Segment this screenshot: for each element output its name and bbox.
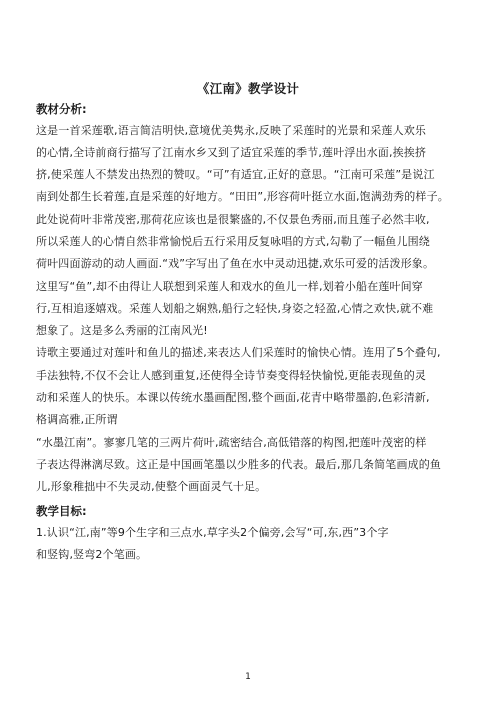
- analysis-line: 想象了。这是多么秀丽的江南风光!: [36, 324, 208, 337]
- analysis-line: 荷叶四面游动的动人画面.“戏”字写出了鱼在水中灵动迅捷,欢乐可爱的活泼形象。: [36, 257, 435, 270]
- page-number: 1: [245, 672, 251, 682]
- analysis-line: 的心情,全诗前商行描写了江南水乡又到了适宜采莲的季节,莲叶浮出水面,挨挨挤: [36, 146, 427, 159]
- goals-heading: 教学目标:: [36, 504, 87, 518]
- analysis-heading: 教材分析:: [36, 102, 87, 116]
- analysis-line: 子表达得淋漓尽致。这正是中国画笔墨以少胜多的代表。最后,那几条简笔画成的鱼: [36, 458, 442, 471]
- goals-line: 和竖钩,竖弯2个笔画。: [36, 548, 148, 561]
- analysis-line: 此处说荷叶非常茂密,那荷花应该也是很繁盛的,不仅景色秀丽,而且莲子必然丰收,: [36, 213, 430, 226]
- analysis-line: 南到处都生长着莲,直是采莲的好地方。“田田”,形容荷叶挺立水面,饱满劲秀的样子。: [36, 190, 449, 203]
- analysis-line: 这里写“鱼”,却不由得让人联想到采莲人和戏水的鱼儿一样,划着小船在莲叶间穿: [36, 280, 423, 293]
- analysis-line: 诗歌主要通过对莲叶和鱼儿的描述,来表达人们采莲时的愉快心情。连用了5个叠句,: [36, 346, 441, 359]
- analysis-line: 这是一首采莲歌,语言简洁明快,意境优美隽永,反映了采莲时的光景和采莲人欢乐: [36, 124, 427, 137]
- analysis-line: 动和采莲人的快乐。本课以传统水墨画配图,整个画面,花青中略带墨韵,色彩清新,: [36, 391, 430, 404]
- analysis-line: “水墨江南”。寥寥几笔的三两片荷叶,疏密结合,高低错落的构图,把莲叶茂密的样: [36, 436, 427, 449]
- goals-line: 1.认识“江,南”等9个生字和三点水,草字头2个偏旁,会写“可,东,西”3个字: [36, 526, 389, 539]
- analysis-line: 格调高雅,正所谓: [36, 413, 118, 426]
- analysis-line: 挤,使采莲人不禁发出热烈的赞叹。“可”有适宜,正好的意思。“江南可采莲”是说江: [36, 168, 435, 181]
- analysis-line: 行,互相追逐嬉戏。采莲人划船之娴熟,船行之轻快,身姿之轻盈,心情之欢快,就不难: [36, 302, 434, 315]
- analysis-line: 儿,形象稚拙中不失灵动,使整个画面灵气十足。: [36, 480, 267, 493]
- analysis-line: 所以采莲人的心情自然非常愉悦后五行采用反复咏唱的方式,勾勒了一幅鱼儿围绕: [36, 235, 430, 248]
- analysis-line: 手法独特,不仅不会让人感到重复,还使得全诗节奏变得轻快愉悦,更能表现鱼的灵: [36, 369, 427, 382]
- document-title: 《江南》教学设计: [196, 81, 300, 96]
